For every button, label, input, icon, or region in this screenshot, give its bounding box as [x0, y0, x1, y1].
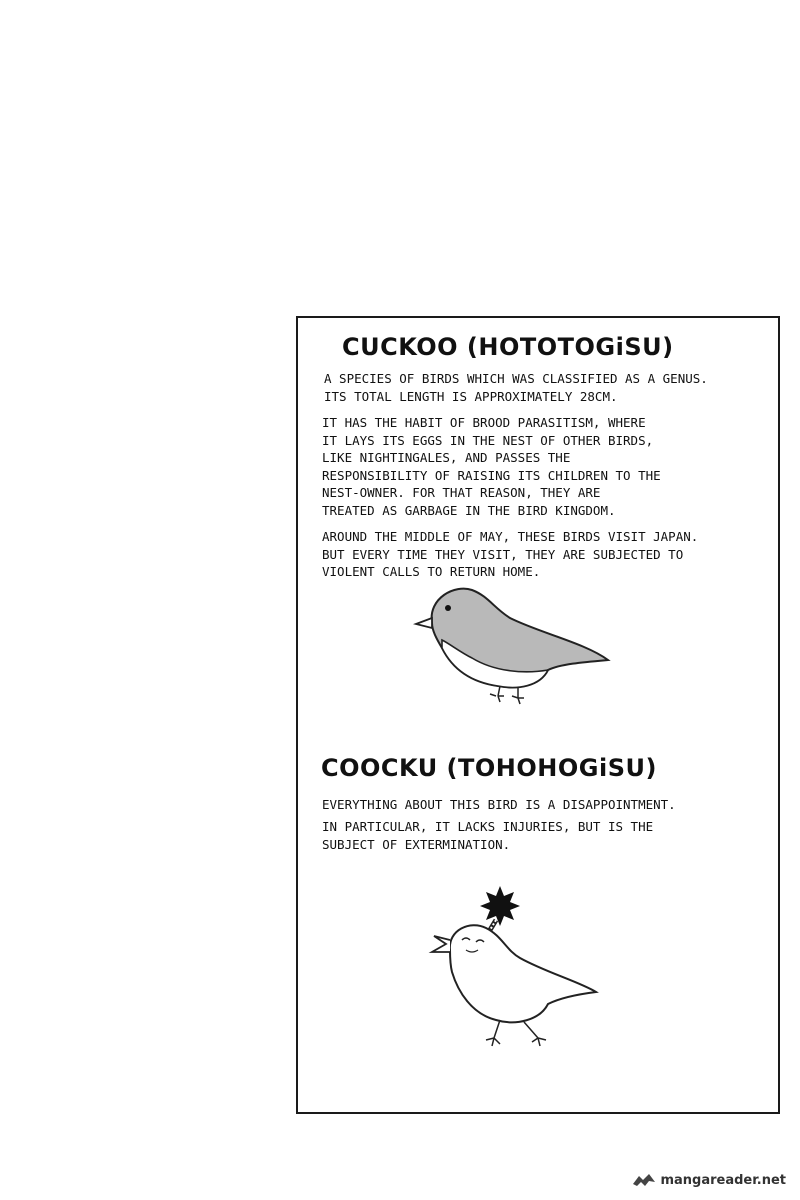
cuckoo-paragraph-2: IT HAS THE HABIT OF BROOD PARASITISM, WHERE IT LAYS ITS EGGS IN THE NEST OF OTHER BIRDS, LIKE NIGHTINGALES, AND PASSES THE RESPONSIBILITY OF RAISING ITS CHILDREN TO THE NEST-OWNER. FOR THAT REASON, THEY ARE TREATED AS GARBAGE IN THE BIRD KINGDOM.	[322, 415, 661, 518]
watermark-logo-icon	[631, 1172, 657, 1188]
cuckoo-bird-illustration	[410, 578, 620, 708]
coocku-paragraph-2: IN PARTICULAR, IT LACKS INJURIES, BUT IS THE SUBJECT OF EXTERMINATION.	[322, 819, 654, 852]
watermark	[631, 1172, 786, 1188]
coocku-paragraph-1: EVERYTHING ABOUT THIS BIRD IS A DISAPPOINTMENT.	[322, 797, 676, 812]
cuckoo-paragraph-3: AROUND THE MIDDLE OF MAY, THESE BIRDS VISIT JAPAN. BUT EVERY TIME THEY VISIT, THEY ARE SUBJECTED TO VIOLENT CALLS TO RETURN HOME.	[322, 529, 699, 579]
coocku-bird-illustration	[420, 880, 610, 1060]
cuckoo-paragraph-1: A SPECIES OF BIRDS WHICH WAS CLASSIFIED AS A GENUS. ITS TOTAL LENGTH IS APPROXIMATELY 28CM.	[324, 371, 708, 404]
watermark-text: mangareader.net	[660, 1172, 786, 1188]
cuckoo-title: CUCKOO (HOTOTOGiSU)	[342, 333, 674, 361]
coocku-title: COOCKU (TOHOHOGiSU)	[321, 754, 657, 782]
